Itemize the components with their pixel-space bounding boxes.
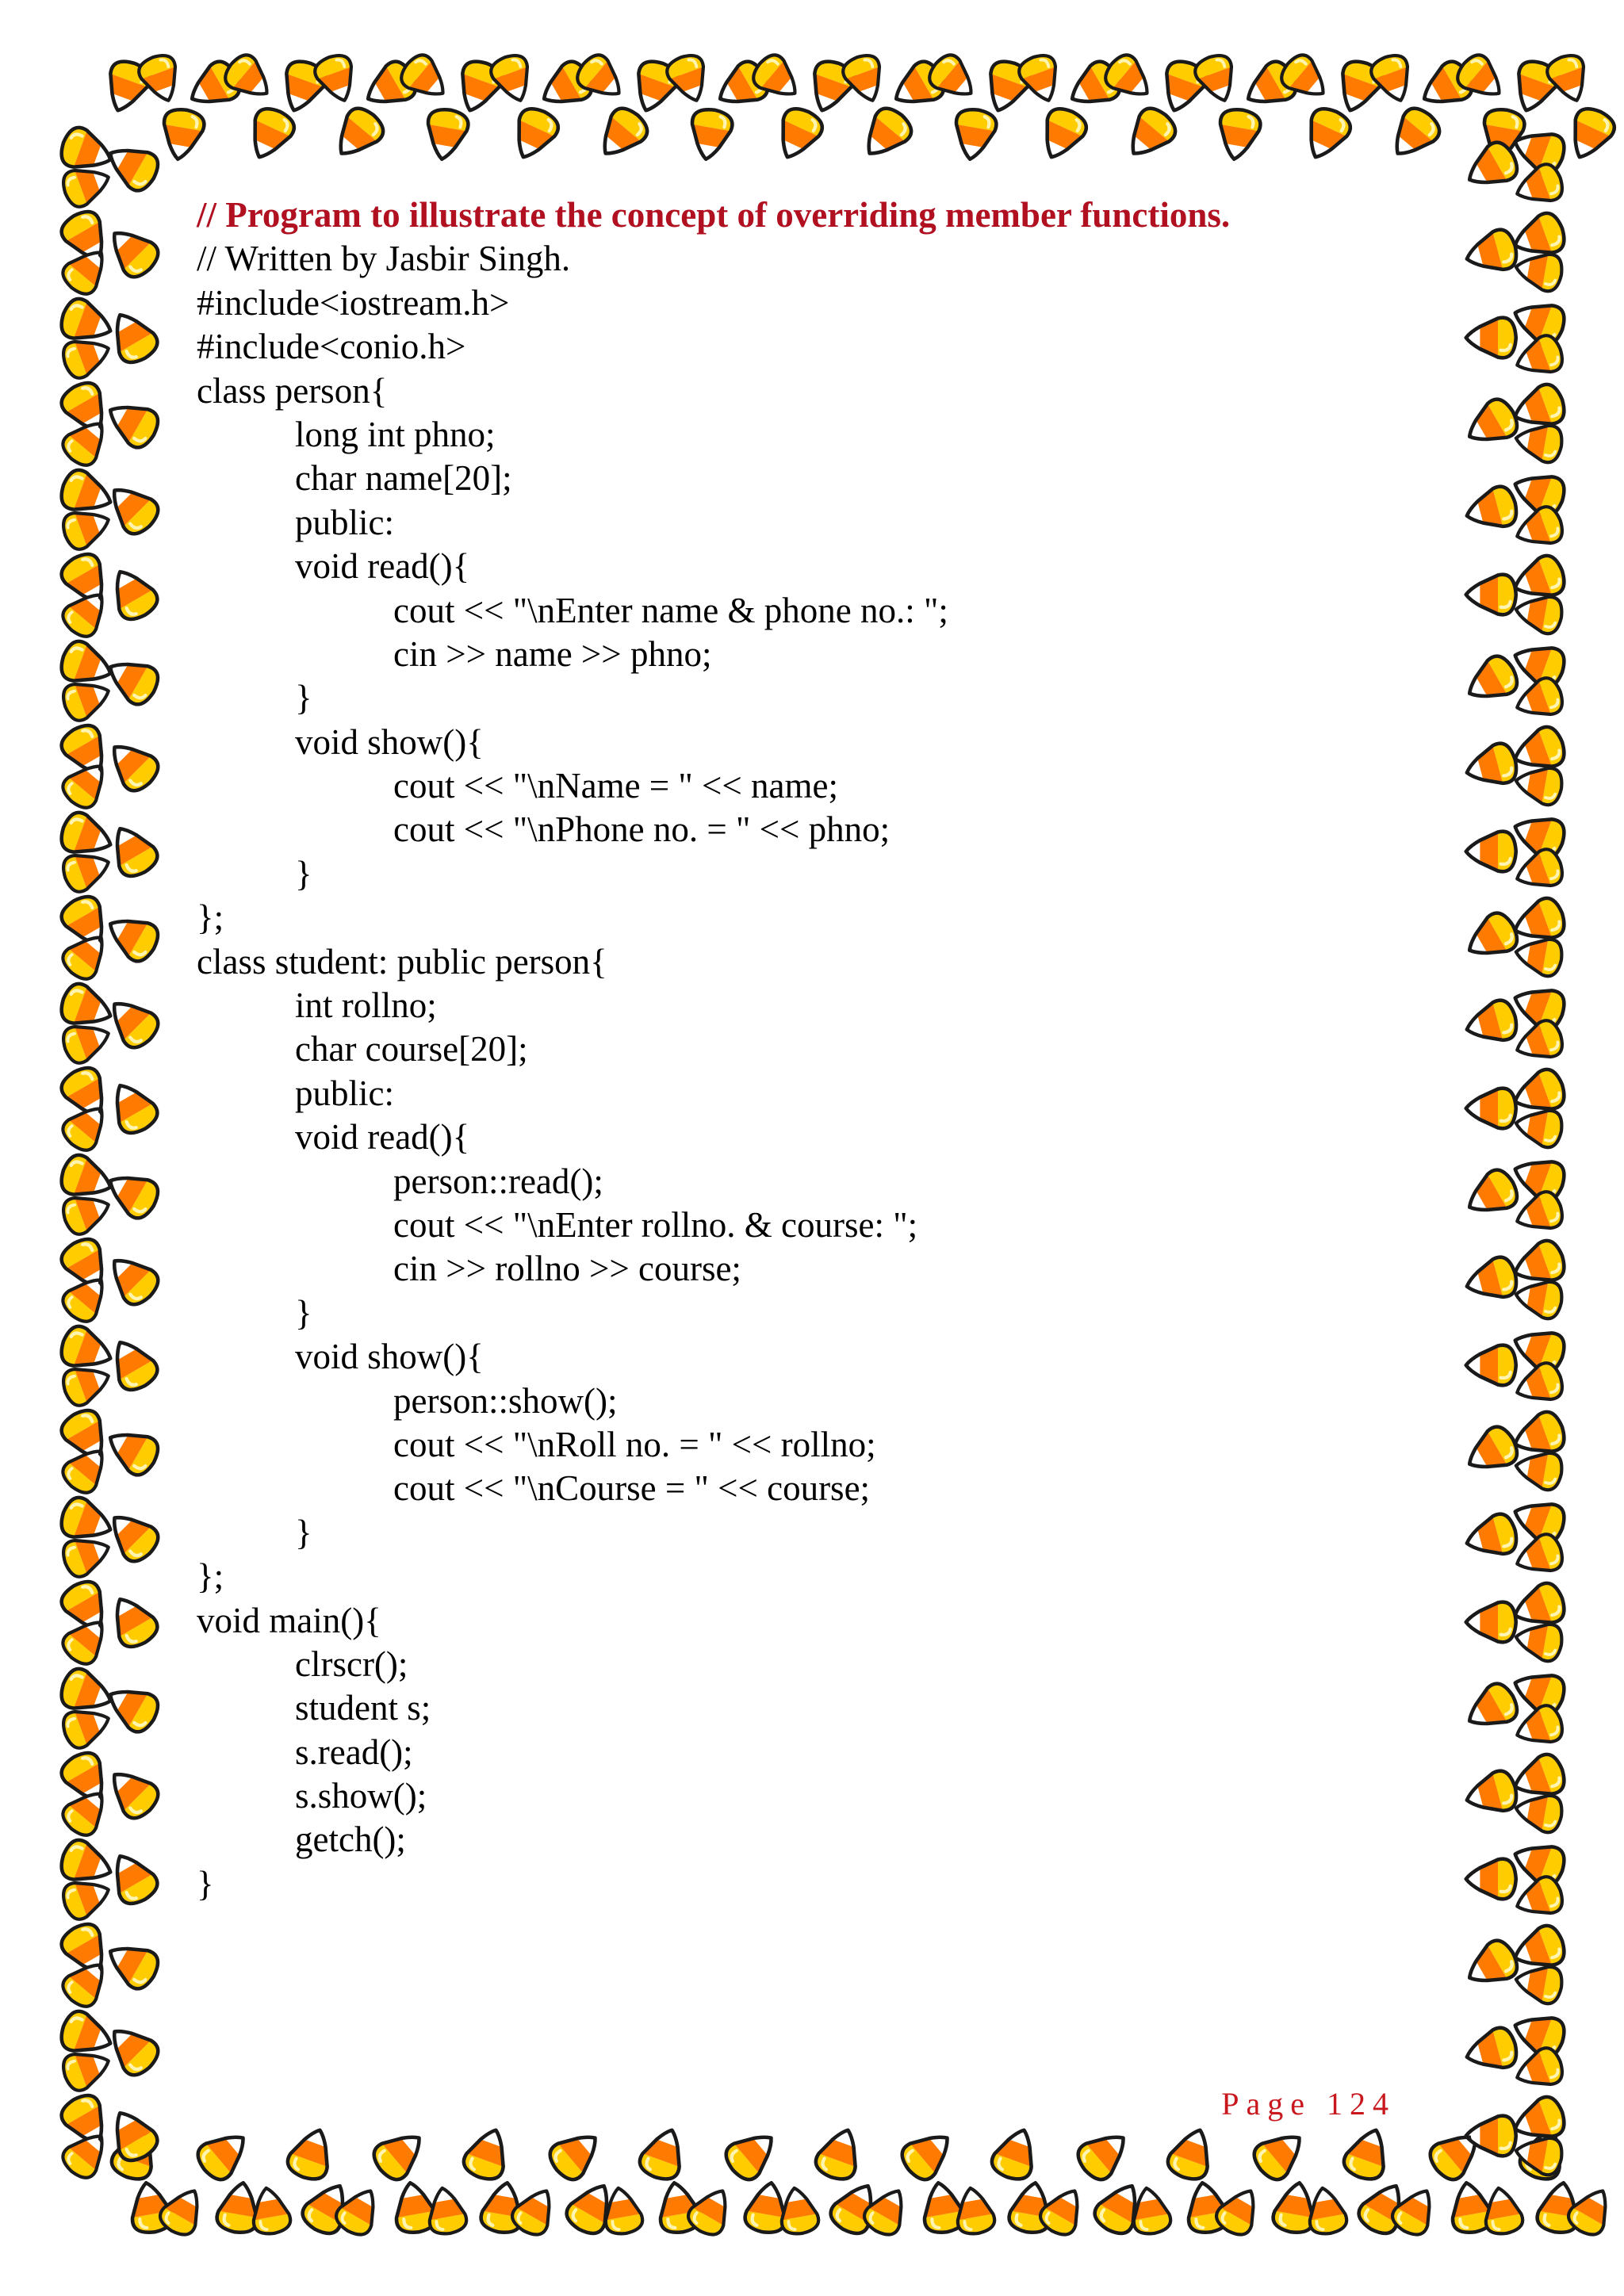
candy-corn-icon [950, 106, 998, 163]
candy-corn-icon [1461, 740, 1520, 792]
candy-corn-icon [460, 2123, 515, 2183]
candy-corn-icon [1461, 2025, 1520, 2076]
code-line: // Written by Jasbir Singh. [197, 239, 571, 279]
candy-corn-icon [1192, 51, 1243, 106]
candy-corn-icon [952, 2185, 997, 2237]
candy-corn-icon [1513, 1961, 1565, 2006]
candy-corn-icon [505, 103, 562, 165]
candy-corn-icon [326, 102, 389, 166]
code-line: char name[20]; [295, 458, 512, 499]
candy-corn-icon [686, 106, 734, 163]
code-line: cout << "\nCourse = " << course; [393, 1468, 871, 1509]
candy-corn-icon [1513, 2133, 1565, 2177]
candy-corn-icon [241, 103, 298, 165]
candy-corn-icon [102, 1846, 162, 1910]
candy-corn-icon [1382, 102, 1445, 166]
code-line: person::show(); [393, 1380, 618, 1421]
code-line: void main(){ [197, 1600, 381, 1640]
page-number: Page 124 [1221, 2086, 1396, 2122]
candy-corn-icon [136, 51, 186, 106]
code-line: #include<conio.h> [197, 327, 466, 367]
candy-corn-icon [1466, 832, 1516, 872]
candy-corn-icon [102, 1076, 162, 1139]
candy-corn-icon [1212, 2182, 1266, 2240]
code-line: } [295, 678, 312, 718]
candy-corn-icon [248, 2185, 293, 2237]
candy-corn-icon [1214, 106, 1262, 163]
candy-corn-icon [101, 1420, 164, 1479]
code-title-comment: // Program to illustrate the concept of overriding member functions. [197, 195, 1231, 235]
candy-corn-icon [101, 1677, 164, 1736]
candy-corn-icon [1466, 318, 1516, 358]
code-listing [197, 193, 1434, 1906]
candy-corn-icon [590, 102, 653, 166]
candy-corn-icon [1460, 394, 1523, 453]
candy-corn-icon [776, 2185, 821, 2237]
candy-corn-icon [102, 562, 162, 626]
code-line: char course[20]; [295, 1029, 528, 1070]
candy-corn-icon [101, 906, 164, 966]
candy-corn-icon [101, 392, 164, 452]
candy-corn-icon [101, 1934, 164, 1993]
candy-corn-icon [1466, 1859, 1516, 1900]
candy-corn-icon [101, 2018, 164, 2081]
code-line: cout << "\nPhone no. = " << phno; [393, 809, 891, 850]
candy-corn-icon [769, 103, 826, 165]
candy-corn-icon [720, 2122, 784, 2185]
candy-corn-icon [1460, 651, 1523, 710]
candy-corn-icon [1461, 227, 1520, 278]
candy-corn-icon [422, 106, 470, 163]
candy-corn-icon [101, 1504, 164, 1567]
code-line: }; [197, 897, 224, 938]
candy-corn-icon [368, 2122, 432, 2185]
candy-corn-icon [1248, 2122, 1312, 2185]
candy-corn-icon [1513, 1790, 1565, 1835]
code-line: cout << "\nName = " << name; [393, 766, 839, 806]
code-line: class student: public person{ [197, 941, 607, 982]
candy-corn-icon [1461, 1511, 1520, 1563]
code-line: person::read(); [393, 1161, 603, 1201]
code-line: void show(){ [295, 1337, 484, 1377]
candy-corn-icon [1513, 591, 1565, 636]
candy-corn-icon [1513, 934, 1565, 978]
candy-corn-icon [1033, 103, 1090, 165]
code-line: class person{ [197, 370, 388, 411]
candy-corn-icon [988, 2123, 1043, 2183]
code-line: public: [295, 502, 394, 542]
code-line: student s; [295, 1688, 431, 1728]
code-line: cout << "\nRoll no. = " << rollno; [393, 1424, 876, 1464]
candy-corn-icon [1513, 1105, 1565, 1150]
candy-corn-icon [1513, 1448, 1565, 1492]
candy-corn-icon [1561, 103, 1618, 165]
candy-corn-icon [812, 2123, 867, 2183]
candy-corn-icon [101, 649, 164, 709]
candy-corn-icon [1466, 1089, 1516, 1129]
candy-corn-icon [1461, 1768, 1520, 1820]
candy-corn-icon [101, 136, 164, 195]
candy-corn-icon [1513, 249, 1565, 293]
candy-corn-icon [1461, 1254, 1520, 1306]
code-line: void read(){ [295, 546, 470, 587]
code-line: s.read(); [295, 1732, 413, 1772]
code-line: }; [197, 1556, 224, 1597]
candy-corn-icon [1016, 51, 1067, 106]
candy-corn-icon [1072, 2122, 1136, 2185]
candy-corn-icon [1480, 2185, 1525, 2237]
candy-corn-icon [102, 305, 162, 369]
candy-corn-icon [1461, 484, 1520, 535]
candy-corn-icon [488, 51, 538, 106]
candy-corn-icon [1164, 2123, 1219, 2183]
candy-corn-icon [1544, 51, 1595, 106]
candy-corn-icon [102, 1333, 162, 1396]
code-line: void read(){ [295, 1117, 470, 1158]
candy-corn-icon [1466, 1345, 1516, 1386]
code-line: getch(); [295, 1820, 406, 1860]
code-line: cin >> name >> phno; [393, 633, 712, 674]
candy-corn-icon [101, 220, 164, 283]
candy-corn-icon [1460, 1165, 1523, 1224]
candy-corn-icon [101, 1247, 164, 1311]
candy-corn-icon [1460, 908, 1523, 967]
candy-corn-icon [664, 51, 714, 106]
candy-corn-icon [101, 733, 164, 797]
candy-corn-icon [192, 2122, 256, 2185]
candy-corn-icon [1466, 575, 1516, 615]
candy-corn-icon [1460, 1935, 1523, 1995]
candy-corn-icon [636, 2123, 691, 2183]
candy-corn-icon [1340, 2123, 1395, 2183]
candy-corn-icon [101, 1761, 164, 1824]
candy-corn-icon [1513, 763, 1565, 807]
candy-corn-icon [1460, 1422, 1523, 1481]
candy-corn-icon [1466, 1602, 1516, 1643]
code-line: int rollno; [295, 985, 437, 1026]
candy-corn-icon [840, 51, 891, 106]
code-line: long int phno; [295, 414, 496, 454]
code-line: public: [295, 1073, 394, 1113]
code-line: cout << "\nEnter name & phone no.: "; [393, 590, 948, 630]
candy-corn-icon [1297, 103, 1354, 165]
candy-corn-icon [312, 51, 362, 106]
candy-corn-icon [1304, 2185, 1349, 2237]
candy-corn-icon [101, 1163, 164, 1223]
candy-corn-icon [1118, 102, 1181, 166]
candy-corn-icon [155, 2182, 210, 2240]
candy-corn-icon [1460, 1678, 1523, 1738]
code-line: #include<iostream.h> [197, 282, 510, 323]
candy-corn-icon [1513, 1276, 1565, 1321]
candy-corn-icon [1513, 420, 1565, 465]
code-line: cout << "\nEnter rollno. & course: "; [393, 1204, 918, 1245]
candy-corn-icon [1461, 997, 1520, 1049]
code-line: cin >> rollno >> course; [393, 1249, 741, 1289]
candy-corn-icon [101, 476, 164, 540]
candy-corn-icon [544, 2122, 608, 2185]
candy-corn-icon [896, 2122, 960, 2185]
candy-corn-icon [424, 2185, 469, 2237]
candy-corn-icon [158, 106, 206, 163]
candy-corn-icon [684, 2182, 738, 2240]
candy-corn-icon [102, 1590, 162, 1653]
code-line: s.show(); [295, 1776, 427, 1816]
candy-corn-icon [284, 2123, 339, 2183]
code-line: void show(){ [295, 721, 484, 762]
candy-corn-icon [854, 102, 917, 166]
code-line: } [197, 1863, 214, 1904]
candy-corn-icon [102, 819, 162, 882]
candy-corn-icon [1513, 1619, 1565, 1663]
candy-corn-icon [1368, 51, 1419, 106]
candy-corn-icon [101, 990, 164, 1054]
code-line: } [295, 1512, 312, 1552]
code-line: } [295, 1292, 312, 1333]
code-line: } [295, 853, 312, 894]
code-line: clrscr(); [295, 1644, 408, 1684]
